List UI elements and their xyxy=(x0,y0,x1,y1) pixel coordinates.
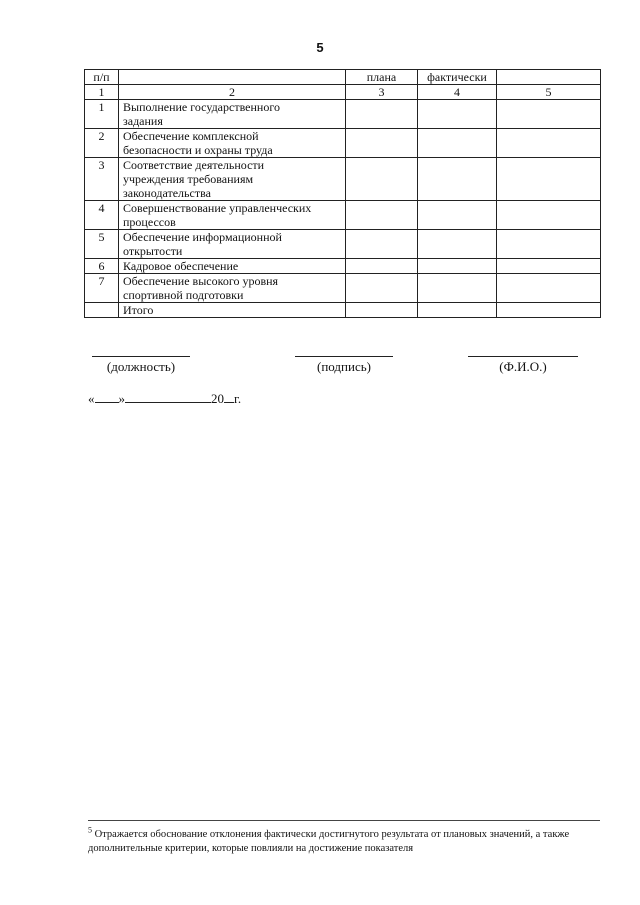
index-cell: 4 xyxy=(418,85,497,100)
header-cell-number: п/п xyxy=(85,70,119,85)
footnote-text: Отражается обоснование отклонения фактически достигнутого результата от плановых значений, а также дополнительные критерии, которые повлияли на достижение показателя xyxy=(88,829,570,854)
position-line xyxy=(92,356,190,357)
page-number: 5 xyxy=(316,40,324,55)
day-blank xyxy=(95,390,119,403)
results-table xyxy=(84,69,601,318)
cell-actual xyxy=(418,274,497,303)
cell-deviation xyxy=(497,303,601,318)
cell-deviation xyxy=(497,274,601,303)
date-close-quote: » xyxy=(118,391,125,406)
table-row xyxy=(85,230,601,259)
table-row xyxy=(85,201,601,230)
row-indicator: Выполнение государственного задания xyxy=(119,100,346,129)
index-cell: 5 xyxy=(497,85,601,100)
row-indicator: Итого xyxy=(119,303,346,318)
cell-deviation xyxy=(497,201,601,230)
cell-plan xyxy=(346,201,418,230)
header-cell-deviation xyxy=(497,70,601,85)
footnote-marker: 5 xyxy=(88,825,92,835)
year-prefix: 20 xyxy=(211,391,224,406)
table-index-row xyxy=(85,85,601,100)
index-cell: 3 xyxy=(346,85,418,100)
cell-actual xyxy=(418,259,497,274)
cell-deviation xyxy=(497,230,601,259)
table-row xyxy=(85,129,601,158)
cell-actual xyxy=(418,201,497,230)
row-indicator: Кадровое обеспечение xyxy=(119,259,346,274)
row-indicator: Обеспечение комплексной безопасности и охраны труда xyxy=(119,129,346,158)
header-cell-plan: плана xyxy=(346,70,418,85)
cell-plan xyxy=(346,303,418,318)
table-row-total xyxy=(85,303,601,318)
cell-actual xyxy=(418,129,497,158)
footnote-divider xyxy=(88,820,600,821)
cell-plan xyxy=(346,100,418,129)
row-number: 2 xyxy=(85,129,119,158)
table-row xyxy=(85,274,601,303)
index-cell: 2 xyxy=(119,85,346,100)
row-number: 4 xyxy=(85,201,119,230)
table-row xyxy=(85,158,601,201)
row-number: 6 xyxy=(85,259,119,274)
cell-plan xyxy=(346,158,418,201)
cell-actual xyxy=(418,303,497,318)
index-cell: 1 xyxy=(85,85,119,100)
year-blank xyxy=(224,390,234,403)
date-open-quote: « xyxy=(88,391,95,406)
cell-actual xyxy=(418,100,497,129)
table-header-row xyxy=(85,70,601,85)
header-cell-indicator xyxy=(119,70,346,85)
month-blank xyxy=(125,390,211,403)
cell-plan xyxy=(346,259,418,274)
row-indicator: Совершенствование управленческих процессов xyxy=(119,201,346,230)
row-number: 1 xyxy=(85,100,119,129)
year-suffix: г. xyxy=(234,391,242,406)
signature-label: (подпись) xyxy=(317,359,371,374)
row-indicator: Соответствие деятельности учреждения требованиям законодательства xyxy=(119,158,346,201)
row-number xyxy=(85,303,119,318)
cell-plan xyxy=(346,274,418,303)
cell-plan xyxy=(346,129,418,158)
cell-actual xyxy=(418,158,497,201)
cell-plan xyxy=(346,230,418,259)
cell-deviation xyxy=(497,100,601,129)
row-number: 7 xyxy=(85,274,119,303)
row-indicator: Обеспечение высокого уровня спортивной подготовки xyxy=(119,274,346,303)
footnote xyxy=(88,825,600,856)
header-cell-actual: фактически xyxy=(418,70,497,85)
name-line xyxy=(468,356,578,357)
cell-actual xyxy=(418,230,497,259)
cell-deviation xyxy=(497,158,601,201)
signature-line xyxy=(295,356,393,357)
row-number: 3 xyxy=(85,158,119,201)
table-row xyxy=(85,100,601,129)
table-row xyxy=(85,259,601,274)
row-indicator: Обеспечение информационной открытости xyxy=(119,230,346,259)
position-label: (должность) xyxy=(106,359,176,374)
cell-deviation xyxy=(497,259,601,274)
date-field xyxy=(88,390,241,407)
cell-deviation xyxy=(497,129,601,158)
name-label: (Ф.И.О.) xyxy=(499,359,547,374)
row-number: 5 xyxy=(85,230,119,259)
